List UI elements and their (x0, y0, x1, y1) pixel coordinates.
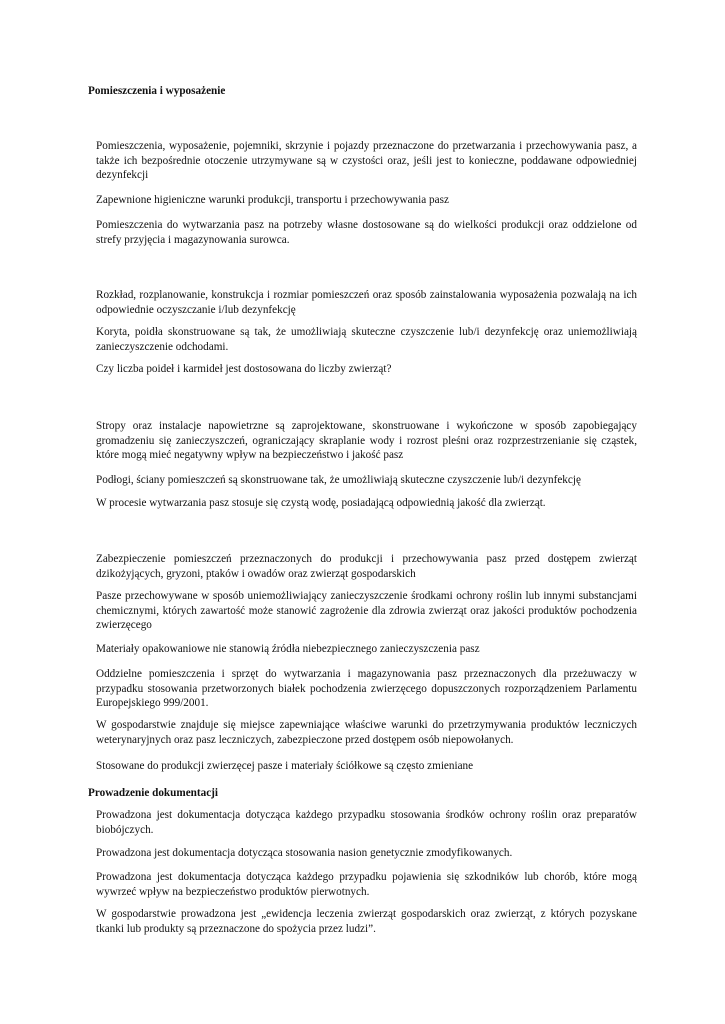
paragraph-floors-walls: Podłogi, ściany pomieszczeń są skonstruowane tak, że umożliwiają skuteczne czyszczenie lub/i dezynfekcję (96, 474, 581, 486)
section-heading-premises: Pomieszczenia i wyposażenie (88, 85, 226, 97)
paragraph-packaging: Materiały opakowaniowe nie stanowią źródła niebezpiecznego zanieczyszczenia pasz (96, 643, 480, 655)
paragraph-hygienic-conditions: Zapewnione higieniczne warunki produkcji, transportu i przechowywania pasz (96, 194, 449, 206)
paragraph-plant-protection-docs: Prowadzona jest dokumentacja dotycząca każdego przypadku stosowania środków ochrony roślin oraz preparatów biobójczych. (96, 809, 637, 836)
paragraph-bedding: Stosowane do produkcji zwierzęcej pasze i materiały ściółkowe są często zmieniane (96, 760, 474, 772)
paragraph-treatment-register: W gospodarstwie prowadzona jest „ewidencja leczenia zwierząt gospodarskich oraz zwierząt, z których pozyskane tkanki lub produkty są przeznaczone do spożycia przez ludzi”. (96, 908, 637, 935)
paragraph-troughs: Koryta, poidła skonstruowane są tak, że umożliwiają skuteczne czyszczenie lub/i dezynfekcję oraz uniemożliwiają zanieczyszczenie odchodami. (96, 326, 637, 353)
paragraph-pests-docs: Prowadzona jest dokumentacja dotycząca każdego przypadku pojawienia się szkodników lub chorób, które mogą wywrzeć wpływ na bezpieczeństwo produktów pierwotnych. (96, 871, 637, 898)
paragraph-clean-water: W procesie wytwarzania pasz stosuje się czystą wodę, posiadającą odpowiednią jakość dla zwierząt. (96, 497, 546, 509)
paragraph-layout: Rozkład, rozplanowanie, konstrukcja i rozmiar pomieszczeń oraz sposób zainstalowania wyposażenia pozwalają na ich odpowiednie oczyszczanie i/lub dezynfekcję (96, 289, 637, 316)
paragraph-feed-storage: Pasze przechowywane w sposób uniemożliwiający zanieczyszczenie środkami ochrony roślin lub innymi substancjami chemicznymi, których zawartość może stanowić zagrożenie dla zdrowia zwierząt oraz jakości produktów pochodzenia zwierzęcego (96, 590, 637, 631)
section-heading-documentation: Prowadzenie dokumentacji (88, 787, 218, 799)
paragraph-gmo-docs: Prowadzona jest dokumentacja dotycząca stosowania nasion genetycznie zmodyfikowanych. (96, 847, 513, 859)
paragraph-production-rooms: Pomieszczenia do wytwarzania pasz na potrzeby własne dostosowane są do wielkości produkcji oraz oddzielone od strefy przyjęcia i magazynowania surowca. (96, 219, 637, 246)
paragraph-cleanliness: Pomieszczenia, wyposażenie, pojemniki, skrzynie i pojazdy przeznaczone do przetwarzania i przechowywania pasz, a także ich bezpośrednie otoczenie utrzymywane są w czystości oraz, jeśli jest to konieczne, poddawane odpowiedniej dezynfekcji (96, 140, 637, 181)
paragraph-pest-protection: Zabezpieczenie pomieszczeń przeznaczonych do produkcji i przechowywania pasz przed dostępem zwierząt dzikożyjących, gryzoni, ptaków i owadów oraz zwierząt gospodarskich (96, 553, 637, 580)
paragraph-ruminants: Oddzielne pomieszczenia i sprzęt do wytwarzania i magazynowania pasz przeznaczonych dla przeżuwaczy w przypadku stosowania przetworzonych białek pochodzenia zwierzęcego dopuszczonych rozporządzeniem Parlamentu Europejskiego 999/2001. (96, 668, 637, 709)
paragraph-ceilings: Stropy oraz instalacje napowietrzne są zaprojektowane, skonstruowane i wykończone w sposób zapobiegający gromadzeniu się zanieczyszczeń, ograniczający skraplanie wody i rozrost pleśni oraz rozprzestrzenianie się cząstek, które mogą mieć negatywny wpływ na bezpieczeństwo i jakość pasz (96, 420, 637, 461)
paragraph-drinkers-count: Czy liczba poideł i karmideł jest dostosowana do liczby zwierząt? (96, 363, 392, 375)
paragraph-medicinal-storage: W gospodarstwie znajduje się miejsce zapewniające właściwe warunki do przetrzymywania produktów leczniczych weterynaryjnych oraz pasz leczniczych, zabezpieczone przed dostępem osób niepowołanych. (96, 719, 637, 746)
